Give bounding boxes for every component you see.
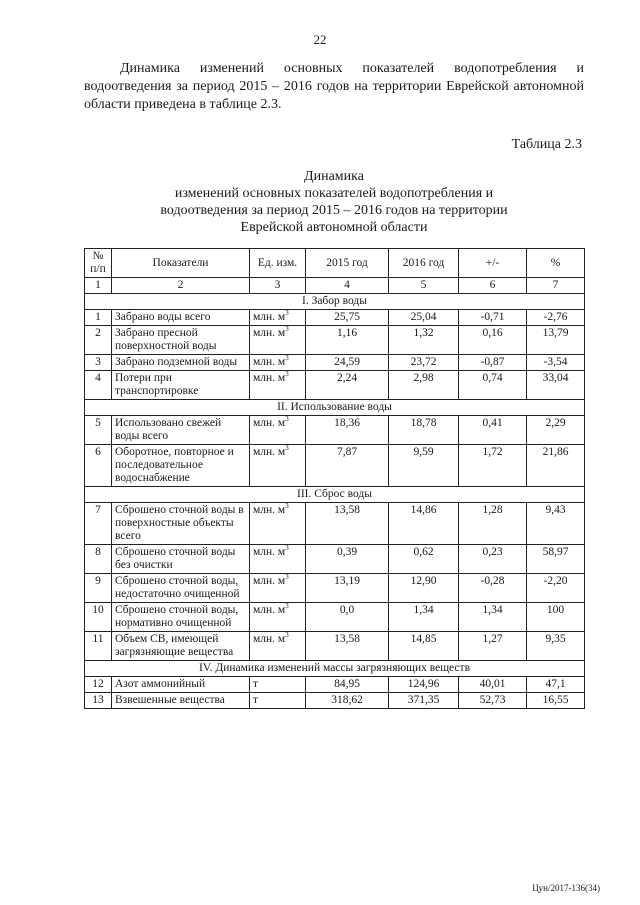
- value-percent: 2,29: [527, 416, 585, 445]
- value-percent: 13,79: [527, 326, 585, 355]
- indicator-name: Использовано свежей воды всего: [112, 416, 250, 445]
- section-row: [85, 294, 585, 310]
- row-number: 10: [85, 603, 112, 632]
- value-percent: 47,1: [527, 677, 585, 693]
- header-percent: %: [527, 249, 585, 278]
- value-2016: 23,72: [389, 355, 459, 371]
- unit-cell: [250, 416, 306, 445]
- row-number: 8: [85, 545, 112, 574]
- indicator-name: Сброшено сточной воды, нормативно очищенной: [112, 603, 250, 632]
- indicator-name: Забрано пресной поверхностной воды: [112, 326, 250, 355]
- value-2016: 2,98: [389, 371, 459, 400]
- value-2015: 13,58: [306, 632, 389, 661]
- value-diff: -0,87: [459, 355, 527, 371]
- table-row: [85, 326, 585, 355]
- caption-line: Динамика: [304, 169, 364, 184]
- column-index: 1: [85, 278, 112, 294]
- unit-base: млн. м: [253, 372, 286, 384]
- unit-cell: [250, 632, 306, 661]
- value-diff: 1,72: [459, 445, 527, 487]
- unit-cell: [250, 445, 306, 487]
- value-diff: 0,74: [459, 371, 527, 400]
- indicator-name: Сброшено сточной воды без очистки: [112, 545, 250, 574]
- caption-line: Еврейской автономной области: [240, 220, 428, 235]
- unit-cell: т: [250, 677, 306, 693]
- value-diff: 1,34: [459, 603, 527, 632]
- value-percent: 9,43: [527, 503, 585, 545]
- value-diff: 0,16: [459, 326, 527, 355]
- table-row: [85, 574, 585, 603]
- footer-code: Цун/2017-136(34): [532, 883, 600, 893]
- value-percent: 33,04: [527, 371, 585, 400]
- unit-superscript: 3: [285, 354, 289, 363]
- table-row: [85, 693, 585, 709]
- indicator-name: Забрано воды всего: [112, 310, 250, 326]
- value-2015: 18,36: [306, 416, 389, 445]
- value-diff: 1,27: [459, 632, 527, 661]
- row-number: 9: [85, 574, 112, 603]
- row-number: 5: [85, 416, 112, 445]
- value-2015: 13,19: [306, 574, 389, 603]
- value-2016: 12,90: [389, 574, 459, 603]
- unit-base: млн. м: [253, 504, 286, 516]
- row-number: 11: [85, 632, 112, 661]
- value-diff: 1,28: [459, 503, 527, 545]
- unit-cell: [250, 326, 306, 355]
- unit-superscript: 3: [285, 631, 289, 640]
- value-2015: 25,75: [306, 310, 389, 326]
- unit-cell: т: [250, 693, 306, 709]
- table-row: [85, 445, 585, 487]
- indicator-name: Потери при транспортировке: [112, 371, 250, 400]
- value-2015: 13,58: [306, 503, 389, 545]
- value-2015: 24,59: [306, 355, 389, 371]
- value-2016: 14,86: [389, 503, 459, 545]
- unit-base: млн. м: [253, 327, 286, 339]
- unit-superscript: 3: [285, 309, 289, 318]
- column-index-row: [85, 278, 585, 294]
- header-unit: Ед. изм.: [250, 249, 306, 278]
- value-2015: 0,39: [306, 545, 389, 574]
- header-num: № п/п: [85, 249, 112, 278]
- caption-line: водоотведения за период 2015 – 2016 годов на территории: [160, 203, 508, 218]
- unit-cell: [250, 545, 306, 574]
- unit-superscript: 3: [285, 573, 289, 582]
- table-body: [85, 294, 585, 709]
- value-2015: 2,24: [306, 371, 389, 400]
- table-row: [85, 603, 585, 632]
- value-diff: 0,23: [459, 545, 527, 574]
- unit-superscript: 3: [285, 444, 289, 453]
- row-number: 13: [85, 693, 112, 709]
- value-percent: 100: [527, 603, 585, 632]
- value-percent: -2,20: [527, 574, 585, 603]
- header-row: [85, 249, 585, 278]
- row-number: 2: [85, 326, 112, 355]
- table-caption: [84, 168, 584, 236]
- value-2015: 318,62: [306, 693, 389, 709]
- value-percent: -3,54: [527, 355, 585, 371]
- header-indicator: Показатели: [112, 249, 250, 278]
- unit-superscript: 3: [285, 602, 289, 611]
- row-number: 3: [85, 355, 112, 371]
- value-diff: 40,01: [459, 677, 527, 693]
- table-row: [85, 416, 585, 445]
- value-2016: 1,34: [389, 603, 459, 632]
- table-row: [85, 310, 585, 326]
- value-diff: 0,41: [459, 416, 527, 445]
- value-percent: 21,86: [527, 445, 585, 487]
- unit-superscript: 3: [285, 544, 289, 553]
- unit-base: млн. м: [253, 546, 286, 558]
- unit-base: млн. м: [253, 446, 286, 458]
- table-row: [85, 632, 585, 661]
- value-percent: -2,76: [527, 310, 585, 326]
- unit-base: млн. м: [253, 356, 286, 368]
- unit-cell: [250, 371, 306, 400]
- unit-superscript: 3: [285, 415, 289, 424]
- section-row: [85, 487, 585, 503]
- intro-paragraph: Динамика изменений основных показателей водопотребления и водоотведения за период 2015 – 2016 годов на территории Еврейской автономной области приведена в таблице 2.3.: [84, 61, 584, 112]
- value-2015: 7,87: [306, 445, 389, 487]
- indicator-name: Сброшено сточной воды, недостаточно очищенной: [112, 574, 250, 603]
- unit-superscript: 3: [285, 325, 289, 334]
- unit-cell: [250, 574, 306, 603]
- indicator-name: Взвешенные вещества: [112, 693, 250, 709]
- unit-cell: [250, 603, 306, 632]
- indicator-name: Объем СВ, имеющей загрязняющие вещества: [112, 632, 250, 661]
- column-index: 2: [112, 278, 250, 294]
- indicator-name: Сброшено сточной воды в поверхностные объекты всего: [112, 503, 250, 545]
- header-2016: 2016 год: [389, 249, 459, 278]
- section-title: IV. Динамика изменений массы загрязняющих веществ: [85, 661, 585, 677]
- water-indicators-table: [84, 248, 585, 709]
- unit-superscript: 3: [285, 502, 289, 511]
- caption-line: изменений основных показателей водопотребления и: [174, 186, 494, 201]
- value-2016: 25,04: [389, 310, 459, 326]
- value-2016: 9,59: [389, 445, 459, 487]
- value-2016: 14,85: [389, 632, 459, 661]
- value-2015: 84,95: [306, 677, 389, 693]
- value-diff: 52,73: [459, 693, 527, 709]
- value-2015: 0,0: [306, 603, 389, 632]
- row-number: 1: [85, 310, 112, 326]
- header-diff: +/-: [459, 249, 527, 278]
- row-number: 12: [85, 677, 112, 693]
- unit-cell: [250, 503, 306, 545]
- unit-base: млн. м: [253, 604, 286, 616]
- value-diff: -0,28: [459, 574, 527, 603]
- table-row: [85, 545, 585, 574]
- table-row: [85, 355, 585, 371]
- table-row: [85, 677, 585, 693]
- value-2016: 124,96: [389, 677, 459, 693]
- column-index: 4: [306, 278, 389, 294]
- value-percent: 9,35: [527, 632, 585, 661]
- unit-base: млн. м: [253, 311, 286, 323]
- value-2016: 0,62: [389, 545, 459, 574]
- value-percent: 58,97: [527, 545, 585, 574]
- table-label: Таблица 2.3: [511, 137, 582, 152]
- row-number: 4: [85, 371, 112, 400]
- indicator-name: Забрано подземной воды: [112, 355, 250, 371]
- column-index: 3: [250, 278, 306, 294]
- unit-base: млн. м: [253, 417, 286, 429]
- section-title: III. Сброс воды: [85, 487, 585, 503]
- column-index: 6: [459, 278, 527, 294]
- header-2015: 2015 год: [306, 249, 389, 278]
- row-number: 7: [85, 503, 112, 545]
- unit-base: млн. м: [253, 633, 286, 645]
- indicator-name: Азот аммонийный: [112, 677, 250, 693]
- value-2016: 1,32: [389, 326, 459, 355]
- value-2016: 18,78: [389, 416, 459, 445]
- row-number: 6: [85, 445, 112, 487]
- unit-cell: [250, 355, 306, 371]
- table-row: [85, 503, 585, 545]
- unit-base: млн. м: [253, 575, 286, 587]
- page-number: 22: [313, 32, 327, 47]
- value-2016: 371,35: [389, 693, 459, 709]
- unit-superscript: 3: [285, 370, 289, 379]
- section-row: [85, 400, 585, 416]
- value-diff: -0,71: [459, 310, 527, 326]
- value-2015: 1,16: [306, 326, 389, 355]
- indicator-name: Оборотное, повторное и последовательное водоснабжение: [112, 445, 250, 487]
- section-row: [85, 661, 585, 677]
- value-percent: 16,55: [527, 693, 585, 709]
- unit-cell: [250, 310, 306, 326]
- column-index: 7: [527, 278, 585, 294]
- table-row: [85, 371, 585, 400]
- column-index: 5: [389, 278, 459, 294]
- section-title: II. Использование воды: [85, 400, 585, 416]
- section-title: I. Забор воды: [85, 294, 585, 310]
